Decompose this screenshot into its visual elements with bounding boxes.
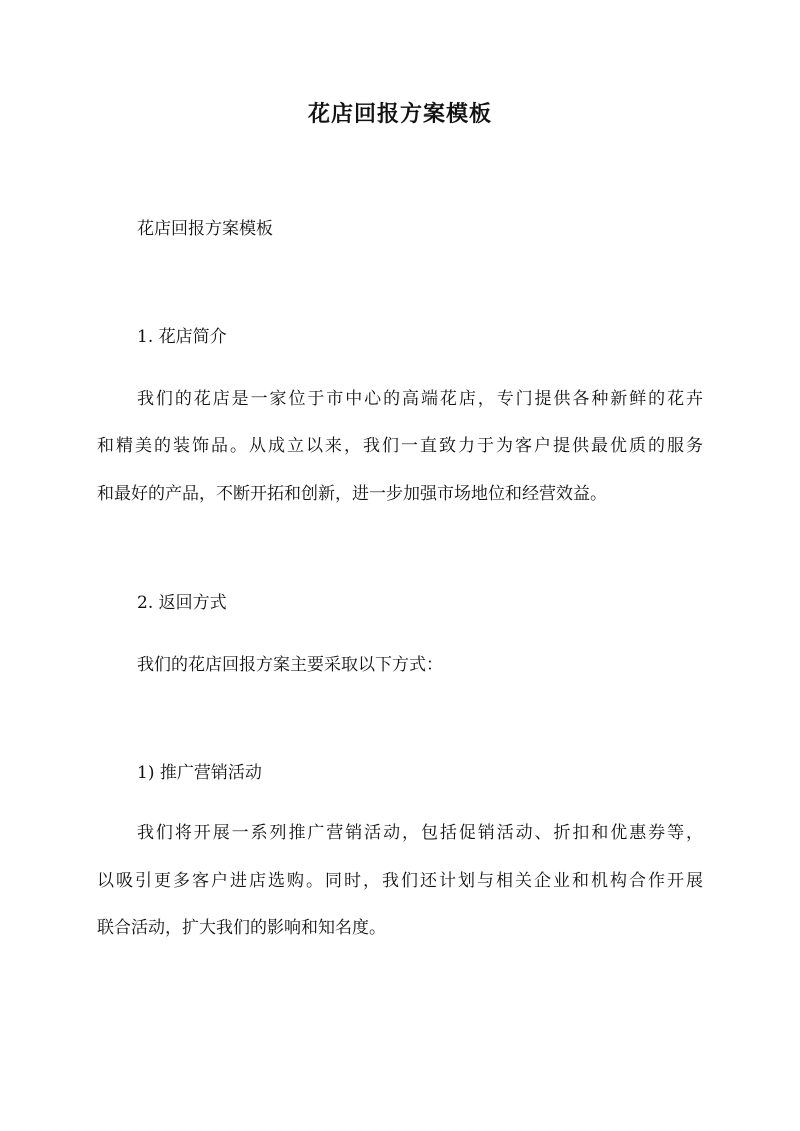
section-1-heading: 1. 花店简介 xyxy=(137,327,227,347)
section-1-paragraph-line-1: 我们的花店是一家位于市中心的高端花店，专门提供各种新鲜的花卉 xyxy=(137,389,703,409)
section-1-paragraph-line-3: 和最好的产品，不断开拓和创新，进一步加强市场地位和经营效益。 xyxy=(97,484,607,504)
section-2-intro: 我们的花店回报方案主要采取以下方式： xyxy=(137,655,443,675)
subsection-1-paragraph-line-2: 以吸引更多客户进店选购。同时，我们还计划与相关企业和机构合作开展 xyxy=(97,871,703,891)
section-1-paragraph-line-2: 和精美的装饰品。从成立以来，我们一直致力于为客户提供最优质的服务 xyxy=(97,436,703,456)
document-title: 花店回报方案模板 xyxy=(307,101,492,127)
subsection-1-paragraph-line-1: 我们将开展一系列推广营销活动，包括促销活动、折扣和优惠券等， xyxy=(137,823,703,843)
document-subtitle: 花店回报方案模板 xyxy=(137,219,273,239)
section-2-heading: 2. 返回方式 xyxy=(137,593,227,613)
subsection-1-paragraph-line-3: 联合活动，扩大我们的影响和知名度。 xyxy=(97,918,386,938)
subsection-1-heading: 1) 推广营销活动 xyxy=(137,763,262,783)
